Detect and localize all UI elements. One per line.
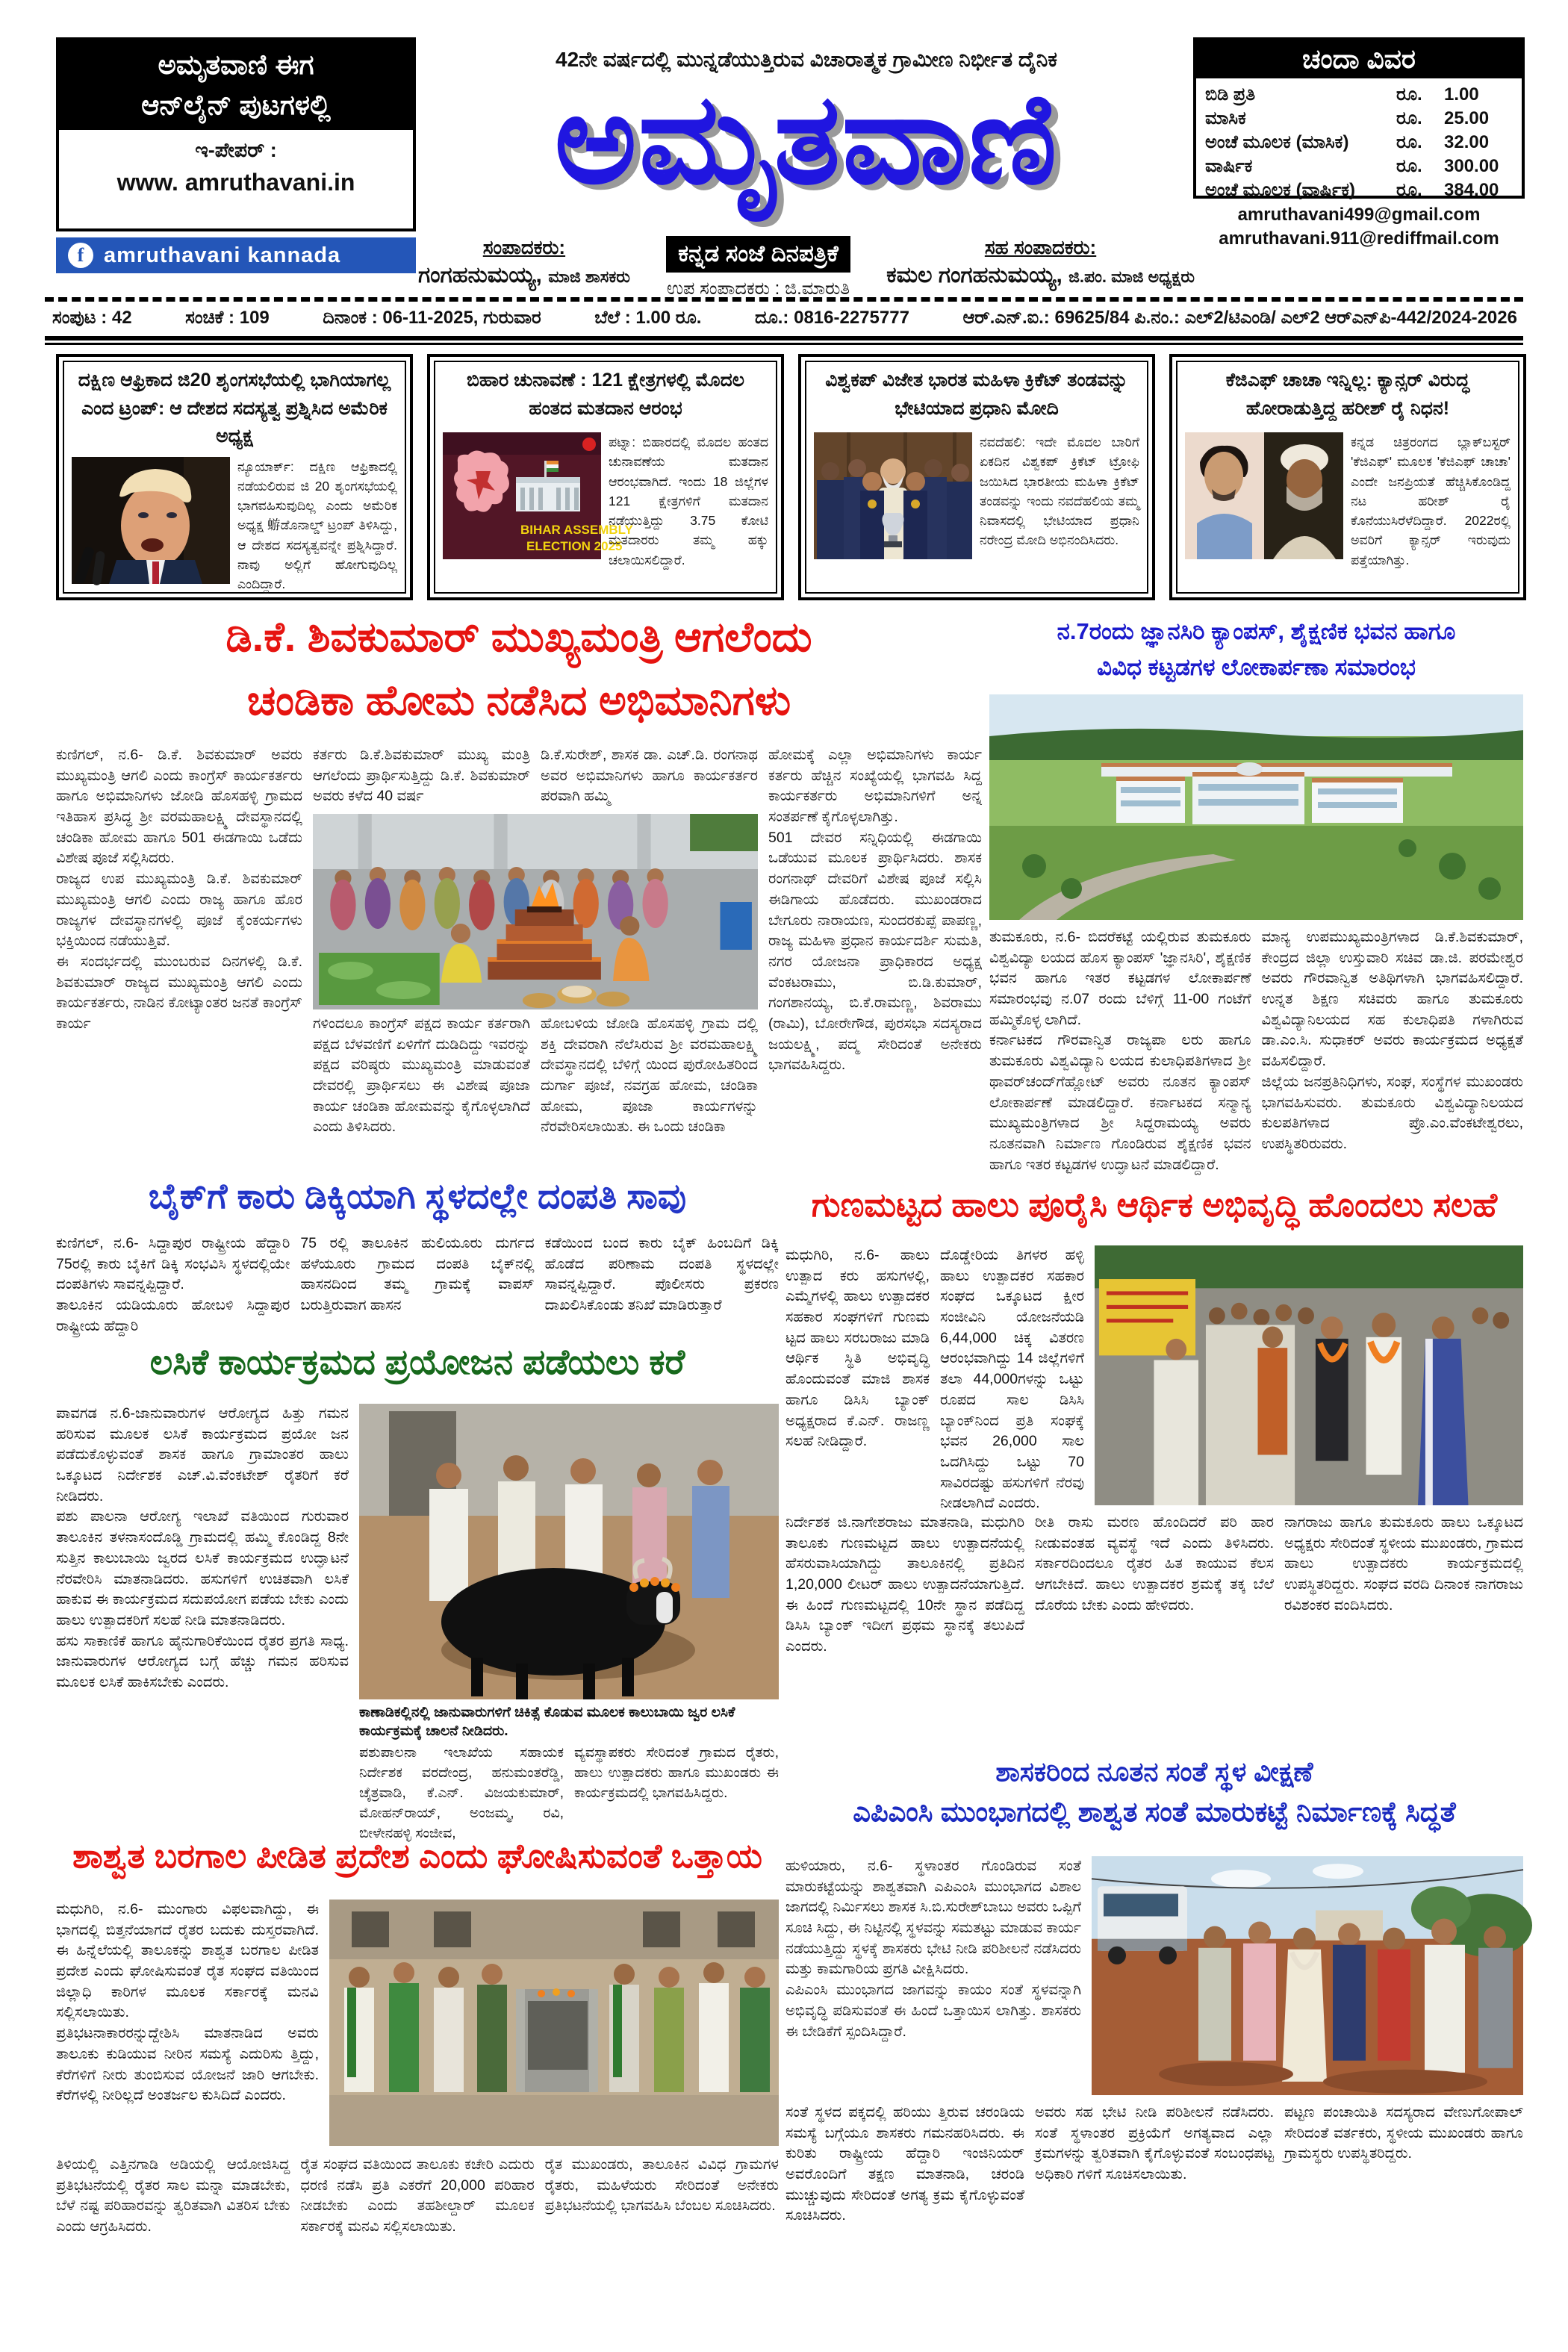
lead-headline-line1: ಡಿ.ಕೆ. ಶಿವಕುಮಾರ್ ಮುಖ್ಯಮಂತ್ರಿ ಆಗಲೆಂದು bbox=[225, 613, 812, 660]
photo-bihar-election-graphic bbox=[443, 432, 633, 559]
lead-col-below-b: ಹೋಬಳಿಯ ಜೋಡಿ ಹೊಸಹಳ್ಳಿ ಗ್ರಾಮ ದಲ್ಲಿ ಶಕ್ತಿ ದೇವರಾಗಿ ನೆಲೆಸಿರುವ ಶ್ರೀ ವರಮಹಾಲಕ್ಷ್ಮಿ ದೇವಸ್ಥಾನದಲ್ಲಿ ಬೆಳಿಗ್ಗೆ ಯಿಂದ ಪುರೋಹಿತರಿಂದ ದುರ್ಗಾ ಪೂಜೆ, ನವಗ್ರಹ ಹೋಮ, ಚಂಡಿಕಾ ಹೋಮ, ಪೂಜಾ ಕಾರ್ಯಗಳನ್ನು ನೆರವೇರಿಸಲಾಯಿತು. ಈ ಒಂದು ಚಂಡಿಕಾ bbox=[541, 1015, 758, 1136]
campus-col-2: ಮಾನ್ಯ ಉಪಮುಖ್ಯಮಂತ್ರಿಗಳಾದ ಡಿ.ಕೆ.ಶಿವಕುಮಾರ್, ಕೇಂದ್ರದ ಜಿಲ್ಲಾ ಉಸ್ತುವಾರಿ ಸಚಿವ ಡಾ.ಜಿ. ಪರಮೇಶ್ವರ ಅವರು ಗೌರವಾನ್ವಿತ ಅತಿಥಿಗಳಾಗಿ ಭಾಗವಹಿಸಲಿದ್ದಾರೆ. ಉನ್ನತ ಶಿಕ್ಷಣ ಸಚಿವರು ಹಾಗೂ ತುಮಕೂರು ವಿಶ್ವವಿದ್ಯಾನಿಲಯದ ಸಹ ಕುಲಾಧಿಪತಿ ಗಳಾಗಿರುವ ಡಾ.ಎಂ.ಸಿ. ಸುಧಾಕರ್ ಅವರು ಕಾರ್ಯಕ್ರಮದ ಅಧ್ಯಕ್ಷತೆ ವಹಿಸಲಿದ್ದಾರೆ. ಜಿಲ್ಲೆಯ ಜನಪ್ರತಿನಿಧಿಗಳು, ಸಂಘ, ಸಂಸ್ಥೆಗಳ ಮುಖಂಡರು ಭಾಗವಹಿಸುವರು. ತುಮಕೂರು ವಿಶ್ವವಿದ್ಯಾನಿಲಯದ ಕುಲಪತಿಗಳಾದ ಪ್ರೊ.ಎಂ.ವೆಂಕಟೇಶ್ವರಲು, ಉಪಸ್ಥಿತರಿರುವರು. bbox=[1261, 929, 1523, 1152]
subscription-row bbox=[1205, 83, 1513, 107]
subscription-row bbox=[1205, 178, 1513, 202]
editor-role: ಮಾಜಿ ಶಾಸಕರು bbox=[548, 267, 630, 286]
bike-col-1: ಕುಣಿಗಲ್, ನ.6- ಸಿದ್ದಾಪುರ ರಾಷ್ಟ್ರೀಯ ಹೆದ್ದಾರಿ 75ರಲ್ಲಿ ಕಾರು ಬೈಕಿಗೆ ಡಿಕ್ಕಿ ಸಂಭವಿಸಿ ಸ್ಥಳದಲ್ಲಿಯೇ ದಂಪತಿಗಳು ಸಾವನ್ನಪ್ಪಿದ್ದಾರೆ. ತಾಲೂಕಿನ ಯಡಿಯೂರು ಹೋಬಳಿ ಸಿದ್ದಾಪುರ ರಾಷ್ಟ್ರೀಯ ಹೆದ್ದಾರಿ bbox=[56, 1235, 290, 1334]
online-promo-line1: ಅಮೃತವಾಣಿ ಈಗ bbox=[158, 49, 314, 81]
editor-name-text: ಗಂಗಹನುಮಯ್ಯ, bbox=[418, 263, 542, 287]
paper-type-block bbox=[666, 236, 850, 299]
lead-col-1: ಕುಣಿಗಲ್, ನ.6- ಡಿ.ಕೆ. ಶಿವಕುಮಾರ್ ಅವರು ಮುಖ್ಯಮಂತ್ರಿ ಆಗಲಿ ಎಂದು ಕಾಂಗ್ರೆಸ್ ಕಾರ್ಯಕರ್ತರು ಹಾಗೂ ಅಭಿಮಾನಿಗಳು ಜೋಡಿ ಹೊಸಹಳ್ಳಿ ಗ್ರಾಮದ ಇತಿಹಾಸ ಪ್ರಸಿದ್ಧ ಶ್ರೀ ವರಮಹಾಲಕ್ಷ್ಮಿ ದೇವಸ್ಥಾನದಲ್ಲಿ ಚಂಡಿಕಾ ಹೋಮ ಹಾಗೂ 501 ಈಡಗಾಯಿ ಒಡೆದು ವಿಶೇಷ ಪೂಜೆ ಸಲ್ಲಿಸಿದರು. ರಾಜ್ಯದ ಉಪ ಮುಖ್ಯಮಂತ್ರಿ ಡಿ.ಕೆ. ಶಿವಕುಮಾರ್ ಮುಖ್ಯಮಂತ್ರಿ ಆಗಲಿ ಎಂದು ರಾಜ್ಯ ಹಾಗೂ ಹೊರ ರಾಜ್ಯಗಳ ದೇವಸ್ಥಾನಗಳಲ್ಲಿ ಪೂಜೆ ಕೈಂಕರ್ಯಗಳು ಭಕ್ತಿಯಿಂದ ನಡೆಯುತ್ತಿವೆ. ಈ ಸಂದರ್ಭದಲ್ಲಿ ಮುಂಬರುವ ದಿನಗಳಲ್ಲಿ ಡಿ.ಕೆ. ಶಿವಕುಮಾರ್ ರಾಜ್ಯದ ಮುಖ್ಯಮಂತ್ರಿ ಆಗಲಿ ಎಂದು ಕಾರ್ಯಕರ್ತರು, ನಾಡಿನ ಕೋಟ್ಯಾಂತರ ಜನತೆ ಕಾಂಗ್ರೆಸ್ ಕಾರ್ಯ bbox=[56, 747, 302, 1032]
top-story-modi-cricket bbox=[798, 354, 1155, 600]
drought-story-headline: ಶಾಶ್ವತ ಬರಗಾಲ ಪೀಡಿತ ಪ್ರದೇಶ ಎಂದು ಘೋಷಿಸುವಂತೆ ಒತ್ತಾಯ bbox=[72, 1837, 762, 1875]
masthead-title: ಅಮೃತವಾಣಿ bbox=[554, 69, 1059, 209]
facebook-bar[interactable] bbox=[56, 237, 416, 273]
epaper-label: ಇ-ಪೇಪರ್ : bbox=[195, 139, 277, 161]
campus-story-body bbox=[989, 927, 1523, 1173]
market-story-headline-2: ಎಪಿಎಂಸಿ ಮುಂಭಾಗದಲ್ಲಿ ಶಾಶ್ವತ ಸಂತೆ ಮಾರುಕಟ್ಟೆ ನಿರ್ಮಾಣಕ್ಕೆ ಸಿದ್ಧತೆ bbox=[853, 1796, 1456, 1827]
email-primary[interactable]: amruthavani499@gmail.com bbox=[1237, 205, 1481, 225]
lead-col-below-a: ಗಳಿಂದಲೂ ಕಾಂಗ್ರೆಸ್ ಪಕ್ಷದ ಕಾರ್ಯ ಕರ್ತರಾಗಿ ಪಕ್ಷದ ಬೆಳವಣಿಗೆ ಏಳಿಗೆಗೆ ದುಡಿದಿದ್ದು ಇವರನ್ನು ಪಕ್ಷದ ವರಿಷ್ಠರು ಮುಖ್ಯಮಂತ್ರಿ ಮಾಡುವಂತೆ ದೇವರಲ್ಲಿ ಪ್ರಾರ್ಥಿಸಲು ಈ ವಿಶೇಷ ಪೂಜಾ ಕಾರ್ಯ ಚಂಡಿಕಾ ಹೋಮವನ್ನು ಕೈಗೊಳ್ಳಲಾಗಿದೆ ಎಂದು ತಿಳಿಸಿದರು. bbox=[313, 1015, 530, 1136]
subscription-value: 32.00 bbox=[1444, 131, 1490, 152]
vaccine-col-3: ವ್ಯವಸ್ಥಾಪಕರು ಸೇರಿದಂತೆ ಗ್ರಾಮದ ರೈತರು, ಹಾಲು ಉತ್ಪಾದಕರು ಹಾಗೂ ಮುಖಂಡರು ಈ ಕಾರ್ಯಕ್ರಮದಲ್ಲಿ ಭಾಗವಹಿಸಿದ್ದರು. bbox=[574, 1745, 779, 1802]
subscription-label: ಅಂಚೆ ಮೂಲಕ (ಮಾಸಿಕ) bbox=[1205, 131, 1349, 152]
top-story-harish-rai bbox=[1169, 354, 1526, 600]
subscription-row bbox=[1205, 131, 1513, 155]
milk-col-1: ಮಧುಗಿರಿ, ನ.6- ಹಾಲು ಉತ್ಪಾದ ಕರು ಹಸುಗಳಲ್ಲಿ, ಎಮ್ಮೆಗಳಲ್ಲಿ ಹಾಲು ಉತ್ಪಾದಕರ ಸಹಕಾರ ಸಂಘಗಳಿಗೆ ಗುಣಮ ಟ್ಟದ ಹಾಲು ಸರಬರಾಜು ಮಾಡಿ ಆರ್ಥಿಕ ಸ್ಥಿತಿ ಅಭಿವೃದ್ಧಿ ಹೊಂದುವಂತೆ ಮಾಜಿ ಶಾಸಕ ಹಾಗೂ ಡಿಸಿಸಿ ಬ್ಯಾಂಕ್ ಅಧ್ಯಕ್ಷರಾದ ಕೆ.ಎನ್. ರಾಜಣ್ಣ ಸಲಹೆ ನೀಡಿದ್ದಾರೆ. bbox=[785, 1247, 930, 1450]
lead-col-2: ಕರ್ತರು ಡಿ.ಕೆ.ಶಿವಕುಮಾರ್ ಮುಖ್ಯ ಮಂತ್ರಿ ಆಗಲೆಂದು ಪ್ರಾರ್ಥಿಸುತ್ತಿದ್ದು ಡಿ.ಕೆ. ಶಿವಕುಮಾರ್ ಅವರು ಕಳೆದ 40 ವರ್ಷ bbox=[313, 747, 530, 805]
top-story-bihar-election bbox=[427, 354, 784, 600]
campus-story-headline bbox=[989, 614, 1523, 685]
top-story-trump bbox=[56, 354, 413, 600]
photo-harish-rai-portraits bbox=[1185, 432, 1343, 559]
top-story-body: ನವದೆಹಲಿ: ಇದೇ ಮೊದಲ ಬಾರಿಗೆ ಏಕದಿನ ವಿಶ್ವಕಪ್ ಕ್ರಿಕೆಟ್ ಟ್ರೋಫಿ ಜಯಿಸಿದ ಭಾರತೀಯ ಮಹಿಳಾ ಕ್ರಿಕೆಟ್ ತಂಡವನ್ನು ಇಂದು ನವದೆಹಲಿಯ ತಮ್ಮ ನಿವಾಸದಲ್ಲಿ ಭೇಟಿಯಾದ ಪ್ರಧಾನಿ ನರೇಂದ್ರ ಮೋದಿ ಅಭಿನಂದಿಸಿದರು. bbox=[980, 435, 1139, 548]
lead-col-3: ಡಿ.ಕೆ.ಸುರೇಶ್, ಶಾಸಕ ಡಾ. ಎಚ್.ಡಿ. ರಂಗನಾಥ ಅವರ ಅಭಿಮಾನಿಗಳು ಹಾಗೂ ಕಾರ್ಯಕರ್ತರ ಪರವಾಗಿ ಹಮ್ಮಿ bbox=[541, 747, 758, 805]
phone-label: ದೂ.: 0816-2275777 bbox=[754, 308, 909, 328]
market-col-1: ಹುಳಿಯಾರು, ನ.6- ಸ್ಥಳಾಂತರ ಗೊಂಡಿರುವ ಸಂತೆ ಮಾರುಕಟ್ಟೆಯನ್ನು ಶಾಶ್ವತವಾಗಿ ಎಪಿಎಂಸಿ ಮುಂಭಾಗದ ವಿಶಾಲ ಜಾಗದಲ್ಲಿ ನಿರ್ಮಿಸಲು ಶಾಸಕ ಸಿ.ಬಿ.ಸುರೇಶ್‌ಬಾಬು ಅವರು ಒಪ್ಪಿಗೆ ಸೂಚಿ ಸಿದ್ದು, ಈ ನಿಟ್ಟಿನಲ್ಲಿ ಸ್ಥಳವನ್ನು ಸಮತಟ್ಟು ಮಾಡುವ ಕಾರ್ಯ ನಡೆಯುತ್ತಿದ್ದು ಸ್ಥಳಕ್ಕೆ ಶಾಸಕರು ಭೇಟಿ ನೀಡಿ ಪರಿಶೀಲನೆ ನಡೆಸಿದರು ಮತ್ತು ಕಾಮಗಾರಿಯ ಪ್ರಗತಿ ವೀಕ್ಷಿಸಿದರು. ಎಪಿಎಂಸಿ ಮುಂಭಾಗದ ಜಾಗವನ್ನು ಕಾಯಂ ಸಂತೆ ಸ್ಥಳವನ್ನಾಗಿ ಅಭಿವೃದ್ಧಿ ಪಡಿಸುವಂತೆ ಈ ಹಿಂದೆ ಒತ್ತಾಯಿಸ ಲಾಗಿತ್ತು. ಶಾಸಕರು ಈ ಬೇಡಿಕೆಗೆ ಸ್ಪಂದಿಸಿದ್ದಾರೆ. bbox=[785, 1858, 1081, 2040]
photo-drought-protest bbox=[329, 1900, 779, 2146]
dashed-divider bbox=[45, 297, 1523, 302]
drought-story-section bbox=[56, 1900, 779, 2334]
subscription-row bbox=[1205, 107, 1513, 131]
contact-emails bbox=[1193, 203, 1525, 252]
bike-accident-body bbox=[56, 1233, 779, 1338]
photo-jnanasiri-campus-aerial bbox=[989, 694, 1523, 920]
bike-col-2: 75 ರಲ್ಲಿ ತಾಲೂಕಿನ ಹುಲಿಯೂರು ದುರ್ಗದ ಹಳೆಯೂರು ಗ್ರಾಮದ ದಂಪತಿ ಬೈಕ್‌ನಲ್ಲಿ ಹಾಸನದಿಂದ ತಮ್ಮ ಗ್ರಾಮಕ್ಕೆ ವಾಪಸ್ ಬರುತ್ತಿರುವಾಗ ಹಾಸನ bbox=[300, 1235, 535, 1314]
lead-story-body bbox=[56, 745, 982, 1168]
editor-name bbox=[418, 263, 630, 288]
top-story-headline: ದಕ್ಷಿಣ ಆಫ್ರಿಕಾದ ಜಿ20 ಶೃಂಗಸಭೆಯಲ್ಲಿ ಭಾಗಿಯಾಗಲ್ಲ ಎಂದ ಟ್ರಂಪ್: ಆ ದೇಶದ ಸದಸ್ಯತ್ವ ಪ್ರಶ್ನಿಸಿದ ಅಮೆರಿಕ ಅಧ್ಯಕ್ಷ bbox=[78, 370, 391, 447]
milk-col-5: ನಾಗರಾಜು ಹಾಗೂ ತುಮಕೂರು ಹಾಲು ಒಕ್ಕೂಟದ ಅಧ್ಯಕ್ಷರು ಸೇರಿದಂತೆ ಸ್ಥಳೀಯ ಮುಖಂಡರು, ಗ್ರಾಮದ ಹಾಲು ಉತ್ಪಾದಕರು ಕಾರ್ಯಕ್ರಮದಲ್ಲಿ ಉಪಸ್ಥಿತರಿದ್ದರು. ಸಂಘದ ವರದಿ ದಿನಾಂಕ ನಾಗರಾಜು ರವಿಶಂಕರ ವಂದಿಸಿದರು. bbox=[1284, 1514, 1523, 1614]
co-editor-label: ಸಹ ಸಂಪಾದಕರು: bbox=[984, 236, 1097, 258]
sub-editor: ಉಪ ಸಂಪಾದಕರು : ಜಿ.ಮಾರುತಿ bbox=[666, 279, 850, 299]
market-col-4: ಪಟ್ಟಣ ಪಂಚಾಯಿತಿ ಸದಸ್ಯರಾದ ವೇಣುಗೋಪಾಲ್ ಸೇರಿದಂತೆ ವರ್ತಕರು, ಸ್ಥಳೀಯ ಮುಖಂಡರು ಹಾಗೂ ಗ್ರಾಮಸ್ಥರು ಉಪಸ್ಥಿತರಿದ್ದರು. bbox=[1284, 2104, 1523, 2162]
milk-story-headline: ಗುಣಮಟ್ಟದ ಹಾಲು ಪೂರೈಸಿ ಆರ್ಥಿಕ ಅಭಿವೃದ್ಧಿ ಹೊಂದಲು ಸಲಹೆ bbox=[811, 1186, 1498, 1224]
subscription-value: 1.00 bbox=[1444, 84, 1479, 105]
milk-col-2: ದೊಡ್ಡೇರಿಯ ತಿಗಳರ ಹಳ್ಳಿ ಹಾಲು ಉತ್ಪಾದಕರ ಸಹಕಾರ ಸಂಘದ ಒಕ್ಕೂಟದ ಕ್ಷೀರ ಸಂಜೀವಿನಿ ಯೋಜನೆಯಡಿ 6,44,000 ಚಿಕ್ಕ ವಿತರಣ ಆರಂಭವಾಗಿದ್ದು 14 ಜಿಲ್ಲೆಗಳಿಗೆ ತಲಾ 44,000ಗಳನ್ನು ಒಟ್ಟು ರೂಪದ ಸಾಲ ಡಿಸಿಸಿ ಬ್ಯಾಂಕ್‌ನಿಂದ ಪ್ರತಿ ಸಂಘಕ್ಕೆ ಭವನ 26,000 ಸಾಲ ಒದಗಿಸಿದ್ದು ಒಟ್ಟು 70 ಸಾವಿರದಷ್ಟು ಹಸುಗಳಿಗೆ ನೆರವು ನೀಡಲಾಗಿದೆ ಎಂದರು. bbox=[940, 1247, 1084, 1512]
subscription-value: 384.00 bbox=[1444, 179, 1499, 200]
subscription-row bbox=[1205, 155, 1513, 178]
subscription-value: 25.00 bbox=[1444, 108, 1490, 128]
facebook-handle[interactable]: amruthavani kannada bbox=[104, 243, 341, 267]
photo-santhe-site-inspection bbox=[1092, 1856, 1523, 2095]
double-rule-divider bbox=[45, 336, 1523, 345]
market-story-section bbox=[785, 1856, 1523, 2327]
drought-col-4: ರೈತ ಮುಖಂಡರು, ತಾಲೂಕಿನ ವಿವಿಧ ಗ್ರಾಮಗಳ ರೈತರು, ಮಹಿಳೆಯರು ಸೇರಿದಂತೆ ಅನೇಕರು ಪ್ರತಿಭಟನೆಯಲ್ಲಿ ಭಾಗವಹಿಸಿ ಬೆಂಬಲ ಸೂಚಿಸಿದರು. bbox=[544, 2156, 779, 2215]
bihar-graphic-line2: ELECTION 2025 bbox=[526, 539, 623, 553]
co-editor-block bbox=[886, 236, 1195, 288]
lead-story-headline bbox=[56, 605, 982, 732]
milk-col-3: ನಿರ್ದೇಶಕ ಜಿ.ನಾಗೇಶರಾಜು ಮಾತನಾಡಿ, ಮಧುಗಿರಿ ತಾಲೂಕು ಗುಣಮಟ್ಟದ ಹಾಲು ಉತ್ಪಾದನೆಯಲ್ಲಿ ಹೆಸರುವಾಸಿಯಾಗಿದ್ದು ತಾಲೂಕಿನಲ್ಲಿ ಪ್ರತಿದಿನ 1,20,000 ಲೀಟರ್ ಹಾಲು ಉತ್ಪಾದನೆಯಾಗುತ್ತಿದೆ. ಈ ಹಿಂದೆ ಗುಣಮಟ್ಟದಲ್ಲಿ 10ನೇ ಸ್ಥಾನ ಪಡೆದಿದ್ದ ಡಿಸಿಸಿ ಬ್ಯಾಂಕ್ ಇದೀಗ ಪ್ರಥಮ ಸ್ಥಾನಕ್ಕೆ ತಲುಪಿದೆ ಎಂದರು. bbox=[785, 1514, 1024, 1655]
market-below-columns bbox=[785, 2103, 1523, 2327]
vaccine-below-columns bbox=[359, 1743, 779, 1844]
lead-headline-line2: ಚಂಡಿಕಾ ಹೋಮ ನಡೆಸಿದ ಅಭಿಮಾನಿಗಳು bbox=[246, 676, 791, 724]
top-story-headline: ವಿಶ್ವಕಪ್ ವಿಜೇತ ಭಾರತ ಮಹಿಳಾ ಕ್ರಿಕೆಟ್ ತಂಡವನ್ನು ಭೇಟಿಯಾದ ಪ್ರಧಾನಿ ಮೋದಿ bbox=[825, 370, 1128, 419]
subscription-currency: ರೂ. bbox=[1396, 108, 1422, 128]
drought-col-2: ತಿಳಿಯಲ್ಲಿ ಎತ್ತಿನಗಾಡಿ ಅಡಿಯಲ್ಲಿ ಆಯೋಜಿಸಿದ್ದ ಪ್ರತಿಭಟನೆಯಲ್ಲಿ ರೈತರ ಸಾಲ ಮನ್ನಾ ಮಾಡಬೇಕು, ಬೆಳೆ ನಷ್ಟ ಪರಿಹಾರವನ್ನು ತ್ವರಿತವಾಗಿ ವಿತರಿಸ ಬೇಕು ಎಂದು ಆಗ್ರಹಿಸಿದರು. bbox=[56, 2156, 290, 2236]
email-secondary[interactable]: amruthavani.911@rediffmail.com bbox=[1219, 228, 1499, 249]
bihar-graphic-line1: BIHAR ASSEMBLY bbox=[520, 523, 633, 537]
milk-story-section bbox=[785, 1245, 1523, 1741]
bike-accident-headline: ಬೈಕ್‌ಗೆ ಕಾರು ಡಿಕ್ಕಿಯಾಗಿ ಸ್ಥಳದಲ್ಲೇ ದಂಪತಿ ಸಾವು bbox=[148, 1176, 687, 1216]
vaccine-photo-caption: ಕಾಣಾಡಿಕಲ್ಲಿನಲ್ಲಿ ಜಾನುವಾರುಗಳಿಗೆ ಚಿಕಿತ್ಸೆ ಕೊಡುವ ಮೂಲಕ ಕಾಲುಬಾಯಿ ಜ್ವರ ಲಸಿಕೆ ಕಾರ್ಯಕ್ರಮಕ್ಕೆ ಚಾಲನೆ ನೀಡಿದರು. bbox=[359, 1705, 735, 1739]
co-editor-name-text: ಕಮಲ ಗಂಗಹನುಮಯ್ಯ, bbox=[886, 263, 1063, 287]
editor-label: ಸಂಪಾದಕರು: bbox=[482, 236, 566, 258]
lead-col-right: ಹೋಮಕ್ಕೆ ಎಲ್ಲಾ ಅಭಿಮಾನಿಗಳು ಕಾರ್ಯ ಕರ್ತರು ಹೆಚ್ಚಿನ ಸಂಖ್ಯೆಯಲ್ಲಿ ಭಾಗವಹಿ ಸಿದ್ದ ಕಾರ್ಯಕರ್ತರು ಅಭಿಮಾನಿಗಳಿಗೆ ಅನ್ನ ಸಂತರ್ಪಣೆ ಕೈಗೊಳ್ಳಲಾಗಿತ್ತು. 501 ದೇವರ ಸನ್ನಿಧಿಯಲ್ಲಿ ಈಡಗಾಯಿ ಒಡೆಯುವ ಮೂಲಕ ಪ್ರಾರ್ಥಿಸಿದರು. ಶಾಸಕ ರಂಗನಾಥ್ ದೇವರಿಗೆ ವಿಶೇಷ ಪೂಜೆ ಸಲ್ಲಿಸಿ ಈಡಿಗಾಯ ಹೊಡೆದರು. ಮುಖಂಡರಾದ ಬೇಗೂರು ನಾರಾಯಣ, ಸುಂದರಕುಪ್ಪೆ ಪಾಪಣ್ಣ, ರಾಜ್ಯ ಮಹಿಳಾ ಪ್ರಧಾನ ಕಾರ್ಯದರ್ಶಿ ಸುಮತಿ, ನಗರ ಯೋಜನಾ ಪ್ರಾಧಿಕಾರದ ಅಧ್ಯಕ್ಷ ವೆಂಕಟರಾಮು, ಬಿ.ಡಿ.ಕುಮಾರ್, ಗಂಗಶಾನಯ್ಯ, ಬಿ.ಕೆ.ರಾಮಣ್ಣ, ಶಿವರಾಮು (ರಾಮಿ), ಬೋರೇಗೌಡ, ಪುರಸಭಾ ಸದಸ್ಯರಾದ ಜಯಲಕ್ಷ್ಮಿ, ಪದ್ಮ ಸೇರಿದಂತೆ ಅನೇಕರು ಭಾಗವಹಿಸಿದ್ದರು. bbox=[768, 747, 982, 1074]
milk-col-4: ರೀತಿ ರಾಸು ಮರಣ ಹೊಂದಿದರೆ ಪರಿ ಹಾರ ನೀಡುವಂತಹ ವ್ಯವಸ್ಥೆ ಇದೆ ಎಂದು ತಿಳಿಸಿದರು. ಸರ್ಕಾರದಿಂದಲೂ ರೈತರ ಹಿತ ಕಾಯುವ ಕೆಲಸ ಆಗಬೇಕಿದೆ. ಹಾಲು ಉತ್ಪಾದಕರ ಶ್ರಮಕ್ಕೆ ತಕ್ಕ ಬೆಲೆ ದೊರೆಯ ಬೇಕು ಎಂದು ಹೇಳಿದರು. bbox=[1035, 1514, 1274, 1614]
co-editor-name bbox=[886, 263, 1195, 288]
photo-chandika-homa-ritual bbox=[313, 814, 758, 1009]
photo-cattle-vaccination bbox=[359, 1404, 779, 1699]
subscription-currency: ರೂ. bbox=[1396, 131, 1422, 152]
market-col-3: ಅವರು ಸಹ ಭೇಟಿ ನೀಡಿ ಪರಿಶೀಲನೆ ನಡೆಸಿದರು. ಸಂತೆ ಸ್ಥಳಾಂತರ ಪ್ರಕ್ರಿಯೆಗೆ ಅಗತ್ಯವಾದ ಎಲ್ಲಾ ಕ್ರಮಗಳನ್ನು ತ್ವರಿತವಾಗಿ ಕೈಗೊಳ್ಳುವಂತೆ ಸಂಬಂಧಪಟ್ಟ ಅಧಿಕಾರಿ ಗಳಿಗೆ ಸೂಚಿಸಲಾಯಿತು. bbox=[1035, 2104, 1274, 2183]
campus-col-1: ತುಮಕೂರು, ನ.6- ಬಿದರೆಕಟ್ಟೆ ಯಲ್ಲಿರುವ ತುಮಕೂರು ವಿಶ್ವವಿದ್ಯಾ ಲಯದ ಹೊಸ ಕ್ಯಾಂಪಸ್ 'ಜ್ಞಾನಸಿರಿ', ಶೈಕ್ಷಣಿಕ ಭವನ ಹಾಗೂ ಇತರ ಕಟ್ಟಡಗಳ ಲೋಕಾರ್ಪಣೆ ಸಮಾರಂಭವು ನ.07 ರಂದು ಬೆಳಿಗ್ಗೆ 11-00 ಗಂಟೆಗೆ ಹಮ್ಮಿಕೊಳ್ಳ ಲಾಗಿದೆ. ಕರ್ನಾಟಕದ ಗೌರವಾನ್ವಿತ ರಾಜ್ಯಪಾ ಲರು ಹಾಗೂ ತುಮಕೂರು ವಿಶ್ವವಿದ್ಯಾನಿ ಲಯದ ಕುಲಾಧಿಪತಿಗಳಾದ ಶ್ರೀ ಥಾವರ್‌ಚಂದ್‌ಗೆಹ್ಲೋಟ್ ಅವರು ನೂತನ ಕ್ಯಾಂಪಸ್ ಲೋಕಾರ್ಪಣೆ ಮಾಡಲಿದ್ದಾರೆ. ಕರ್ನಾಟಕದ ಸನ್ಮಾನ್ಯ ಮುಖ್ಯಮಂತ್ರಿಗಳಾದ ಶ್ರೀ ಸಿದ್ದರಾಮಯ್ಯ ಅವರು ನೂತನವಾಗಿ ನಿರ್ಮಾಣ ಗೊಂಡಿರುವ ಶೈಕ್ಷಣಿಕ ಭವನ ಹಾಗೂ ಇತರ ಕಟ್ಟಡಗಳ ಉದ್ಘಾಟನೆ ಮಾಡಲಿದ್ದಾರೆ. bbox=[989, 929, 1251, 1173]
masthead-tagline: 42ನೇ ವರ್ಷದಲ್ಲಿ ಮುನ್ನಡೆಯುತ್ತಿರುವ ವಿಚಾರಾತ್ಮಕ ಗ್ರಾಮೀಣ ನಿರ್ಭೀತ ದೈನಿಕ bbox=[556, 48, 1057, 71]
drought-col-3: ರೈತ ಸಂಘದ ವತಿಯಿಂದ ತಾಲೂಕು ಕಚೇರಿ ಎದುರು ಧರಣಿ ನಡೆಸಿ ಪ್ರತಿ ಎಕರೆಗೆ 20,000 ಪರಿಹಾರ ನೀಡಬೇಕು ಎಂದು ತಹಶೀಲ್ದಾರ್ ಮೂಲಕ ಸರ್ಕಾರಕ್ಕೆ ಮನವಿ ಸಲ್ಲಿಸಲಾಯಿತು. bbox=[300, 2156, 535, 2236]
paper-type-badge: ಕನ್ನಡ ಸಂಜೆ ದಿನಪತ್ರಿಕೆ bbox=[666, 236, 850, 273]
campus-headline-line1: ನ.7ರಂದು ಜ್ಞಾನಸಿರಿ ಕ್ಯಾಂಪಸ್, ಶೈಕ್ಷಣಿಕ ಭವನ ಹಾಗೂ bbox=[1057, 618, 1456, 644]
online-promo-box bbox=[56, 37, 416, 231]
issue-label: ಸಂಚಿಕೆ : 109 bbox=[185, 308, 270, 328]
facebook-icon: f bbox=[68, 243, 93, 268]
volume-label: ಸಂಪುಟ : 42 bbox=[52, 308, 132, 328]
subscription-label: ಬಿಡಿ ಪ್ರತಿ bbox=[1205, 84, 1256, 105]
top-story-headline: ಬಿಹಾರ ಚುನಾವಣೆ : 121 ಕ್ಷೇತ್ರಗಳಲ್ಲಿ ಮೊದಲ ಹಂತದ ಮತದಾನ ಆರಂಭ bbox=[467, 370, 744, 419]
subscription-label: ವಾರ್ಷಿಕ bbox=[1205, 155, 1253, 176]
vaccine-col-2: ಪಶುಪಾಲನಾ ಇಲಾಖೆಯ ಸಹಾಯಕ ನಿರ್ದೇಶಕ ವರದೇಂದ್ರ, ಹನುಮಂತರೆಡ್ಡಿ, ಚೈತ್ರವಾಡಿ, ಕೆ.ಎನ್. ವಿಜಯಕುಮಾರ್, ಮೋಹನ್‌ರಾಯ್, ಅಂಜಮ್ಮ, ರವಿ, ಬೀಳೇನಹಳ್ಳಿ ಸಂಜೀವ, bbox=[359, 1745, 564, 1842]
subscription-title: ಚಂದಾ ವಿವರ bbox=[1196, 40, 1522, 78]
milk-below-columns bbox=[785, 1513, 1523, 1741]
subscription-label: ಅಂಚೆ ಮೂಲಕ (ವಾರ್ಷಿಕ) bbox=[1205, 179, 1356, 200]
vaccine-col-1: ಪಾವಗಡ ನ.6-ಜಾನುವಾರುಗಳ ಆರೋಗ್ಯದ ಹಿತ್ತು ಗಮನ ಹರಿಸುವ ಮೂಲಕ ಲಸಿಕೆ ಕಾರ್ಯಕ್ರಮದ ಪ್ರಯೋ ಜನ ಪಡೆದುಕೊಳ್ಳುವಂತೆ ಶಾಸಕ ಹಾಗೂ ಗ್ರಾಮಾಂತರ ಹಾಲು ಒಕ್ಕೂಟದ ನಿರ್ದೇಶಕ ಎಚ್.ವಿ.ವೆಂಕಟೇಶ್ ರೈತರಿಗೆ ಕರೆ ನೀಡಿದರು. ಪಶು ಪಾಲನಾ ಆರೋಗ್ಯ ಇಲಾಖೆ ವತಿಯಿಂದ ಗುರುವಾರ ತಾಲೂಕಿನ ತಳನಾಸಂದೊಡ್ಡಿ ಗ್ರಾಮದಲ್ಲಿ ಹಮ್ಮಿ ಕೊಂಡಿದ್ದ 8ನೇ ಸುತ್ತಿನ ಕಾಲುಬಾಯಿ ಜ್ವರದ ಲಸಿಕೆ ಕಾರ್ಯಕ್ರಮದ ಉದ್ಘಾಟನೆ ನೆರವೇರಿಸಿ ಮಾತನಾಡಿದರು. ಹಸುಗಳಿಗೆ ಉಚಿತವಾಗಿ ಲಸಿಕೆ ಹಾಕುವ ಈ ಕಾರ್ಯಕ್ರಮದ ಸದುಪಯೋಗ ಪಡೆಯ ಬೇಕು ಎಂದು ಹಾಲು ಉತ್ಪಾದಕರಿಗೆ ಸಲಹೆ ನೀಡಿ ಮಾತನಾಡಿದರು. ಹಸು ಸಾಕಾಣಿಕೆ ಹಾಗೂ ಹೈನುಗಾರಿಕೆಯಿಂದ ರೈತರ ಪ್ರಗತಿ ಸಾಧ್ಯ. ಜಾನುವಾರುಗಳ ಆರೋಗ್ಯದ ಬಗ್ಗೆ ಹೆಚ್ಚು ಗಮನ ಹರಿಸುವ ಮೂಲಕ ಲಸಿಕೆ ಹಾಕಿಸಬೇಕು ಎಂದರು. bbox=[56, 1405, 349, 1690]
subscription-currency: ರೂ. bbox=[1396, 155, 1422, 176]
issue-infobar bbox=[52, 308, 1517, 329]
subscription-value: 300.00 bbox=[1444, 155, 1499, 176]
co-editor-role: ಜಿ.ಪಂ. ಮಾಜಿ ಅಧ್ಯಕ್ಷರು bbox=[1068, 267, 1195, 286]
top-story-body: ನ್ಯೂಯಾರ್ಕ್: ದಕ್ಷಿಣ ಆಫ್ರಿಕಾದಲ್ಲಿ ನಡೆಯಲಿರುವ ಜಿ 20 ಶೃಂಗಸಭೆಯಲ್ಲಿ ಭಾಗವಹಿಸುವುದಿಲ್ಲ ಎಂದು ಅಮೆರಿಕ ಅಧ್ಯಕ್ಷ 蝣ಡೊನಾಲ್ಡ್ ಟ್ರಂಪ್ ತಿಳಿಸಿದ್ದು, ಆ ದೇಶದ ಸದಸ್ಯತ್ವವನ್ನೇ ಪ್ರಶ್ನಿಸಿದ್ದಾರೆ. ನಾವು ಅಲ್ಲಿಗೆ ಹೋಗುವುದಿಲ್ಲ ಎಂದಿದ್ದಾರೆ. bbox=[237, 458, 397, 591]
drought-below-columns bbox=[56, 2155, 779, 2334]
market-col-2: ಸಂತೆ ಸ್ಥಳದ ಪಕ್ಕದಲ್ಲಿ ಹರಿಯು ತ್ತಿರುವ ಚರಂಡಿಯ ಸಮಸ್ಯೆ ಬಗ್ಗೆಯೂ ಶಾಸಕರು ಗಮನಹರಿಸಿದರು. ಈ ಕುರಿತು ರಾಷ್ಟ್ರೀಯ ಹೆದ್ದಾರಿ ಇಂಜಿನಿಯರ್ ಅವರೊಂದಿಗೆ ತಕ್ಷಣ ಮಾತನಾಡಿ, ಚರಂಡಿ ಮುಚ್ಚುವುದು ಸೇರಿದಂತೆ ಅಗತ್ಯ ಕ್ರಮ ಕೈಗೊಳ್ಳುವಂತೆ ಸೂಚಿಸಿದರು. bbox=[785, 2104, 1024, 2224]
subscription-currency: ರೂ. bbox=[1396, 84, 1422, 105]
rni-label: ಆರ್.ಎನ್.ಐ.: 69625/84 ಪಿ.ನಂ.: ಎಲ್2/ಟಿಎಂಡಿ/ ಎಲ್2 ಆರ್‌ಎನ್‌ಪಿ-442/2024-2026 bbox=[962, 308, 1517, 328]
vaccine-story-section bbox=[56, 1404, 779, 1842]
top-story-body: ಪಟ್ನಾ: ಬಿಹಾರದಲ್ಲಿ ಮೊದಲ ಹಂತದ ಚುನಾವಣೆಯ ಮತದಾನ ಆರಂಭವಾಗಿದೆ. ಇಂದು 18 ಜಿಲ್ಲೆಗಳ 121 ಕ್ಷೇತ್ರಗಳಿಗೆ ಮತದಾನ ನಡೆಯುತ್ತಿದ್ದು 3.75 ಕೋಟಿ ಮತದಾರರು ತಮ್ಮ ಹಕ್ಕು ಚಲಾಯಿಸಲಿದ್ದಾರೆ. bbox=[609, 435, 768, 567]
campus-headline-line2: ವಿವಿಧ ಕಟ್ಟಡಗಳ ಲೋಕಾರ್ಪಣಾ ಸಮಾರಂಭ bbox=[1097, 654, 1416, 681]
online-promo-line2: ಆನ್‌ಲೈನ್ ಪುಟಗಳಲ್ಲಿ bbox=[141, 90, 331, 120]
subscription-label: ಮಾಸಿಕ bbox=[1205, 108, 1246, 128]
photo-milk-society-event bbox=[1095, 1245, 1523, 1505]
subscription-table bbox=[1196, 78, 1522, 207]
top-story-headline: ಕೆಜಿಎಫ್ ಚಾಚಾ ಇನ್ನಿಲ್ಲ: ಕ್ಯಾನ್ಸರ್ ವಿರುದ್ಧ ಹೋರಾಡುತ್ತಿದ್ದ ಹರೀಶ್ ರೈ ನಿಧನ! bbox=[1225, 370, 1470, 419]
online-promo-banner bbox=[59, 40, 413, 130]
editors-row bbox=[418, 236, 1195, 299]
drought-col-1: ಮಧುಗಿರಿ, ನ.6- ಮುಂಗಾರು ವಿಫಲವಾಗಿದ್ದು, ಈ ಭಾಗದಲ್ಲಿ ಬಿತ್ತನೆಯಾಗದೆ ರೈತರ ಬದುಕು ದುಸ್ತರವಾಗಿದೆ. ಈ ಹಿನ್ನೆಲೆಯಲ್ಲಿ ತಾಲೂಕನ್ನು ಶಾಶ್ವತ ಬರಗಾಲ ಪೀಡಿತ ಪ್ರದೇಶ ಎಂದು ಘೋಷಿಸುವಂತೆ ರೈತ ಸಂಘದ ವತಿಯಿಂದ ಜಿಲ್ಲಾಧಿ ಕಾರಿಗಳ ಮೂಲಕ ಸರ್ಕಾರಕ್ಕೆ ಮನವಿ ಸಲ್ಲಿಸಲಾಯಿತು. ಪ್ರತಿಭಟನಾಕಾರರನ್ನುದ್ದೇಶಿಸಿ ಮಾತನಾಡಿದ ಅವರು ತಾಲೂಕು ಕುಡಿಯುವ ನೀರಿನ ಸಮಸ್ಯೆ ಎದುರಿಸು ತ್ತಿದ್ದು, ಕೆರೆಗಳಿಗೆ ನೀರು ತುಂಬಿಸುವ ಯೋಜನೆ ಜಾರಿ ಆಗಬೇಕು. ಕೆರೆಗಳಲ್ಲಿ ನೀರಿಲ್ಲದೆ ಅಂತರ್ಜಲ ಕುಸಿದಿದೆ ಎಂದರು. bbox=[56, 1901, 319, 2104]
subscription-box bbox=[1193, 37, 1525, 199]
top-story-body: ಕನ್ನಡ ಚಿತ್ರರಂಗದ ಬ್ಲಾಕ್‌ಬಸ್ಟರ್ 'ಕೆಜಿಎಫ್' ಮೂಲಕ 'ಕೆಜಿಎಫ್ ಚಾಚಾ' ಎಂದೇ ಜನಪ್ರಿಯತೆ ಹೆಚ್ಚಿಸಿಕೊಂಡಿದ್ದ ನಟ ಹರೀಶ್ ರೈ ಕೊನೆಯುಸಿರೆಳೆದಿದ್ದಾರೆ. 2022ರಲ್ಲಿ ಅವರಿಗೆ ಕ್ಯಾನ್ಸರ್ ಇರುವುದು ಪತ್ತೆಯಾಗಿತ್ತು. bbox=[1351, 435, 1511, 567]
editor-block bbox=[418, 236, 630, 288]
vaccine-story-headline: ಲಸಿಕೆ ಕಾರ್ಯಕ್ರಮದ ಪ್ರಯೋಜನ ಪಡೆಯಲು ಕರೆ bbox=[149, 1342, 685, 1381]
bike-col-3: ಕಡೆಯಿಂದ ಬಂದ ಕಾರು ಬೈಕ್ ಹಿಂಬದಿಗೆ ಡಿಕ್ಕಿ ಹೊಡೆದ ಪರಿಣಾಮ ದಂಪತಿ ಸ್ಥಳದಲ್ಲೇ ಸಾವನ್ನಪ್ಪಿದ್ದಾರೆ. ಪೊಲೀಸರು ಪ್ರಕರಣ ದಾಖಲಿಸಿಕೊಂಡು ತನಿಖೆ ಮಾಡಿರುತ್ತಾರೆ bbox=[544, 1235, 779, 1314]
website-url[interactable]: www. amruthavani.in bbox=[116, 169, 355, 196]
date-label: ದಿನಾಂಕ : 06-11-2025, ಗುರುವಾರ bbox=[323, 308, 541, 328]
photo-modi-womens-team bbox=[814, 432, 972, 559]
price-label: ಬೆಲೆ : 1.00 ರೂ. bbox=[594, 308, 702, 328]
subscription-currency: ರೂ. bbox=[1396, 179, 1422, 200]
photo-trump-speaking bbox=[72, 457, 230, 584]
market-story-headline-1: ಶಾಸಕರಿಂದ ನೂತನ ಸಂತೆ ಸ್ಥಳ ವೀಕ್ಷಣೆ bbox=[995, 1756, 1313, 1787]
